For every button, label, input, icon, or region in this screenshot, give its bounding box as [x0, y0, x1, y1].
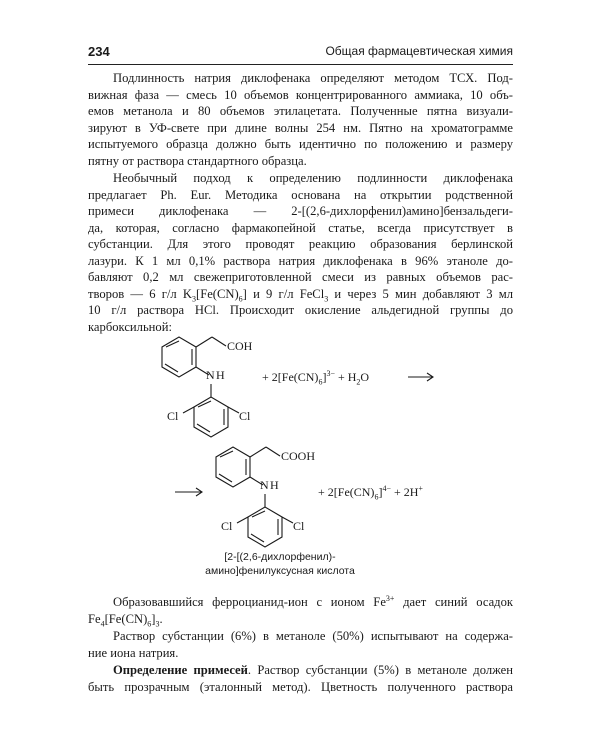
- group-coh: COH: [227, 339, 253, 353]
- text-line: Раствор субстанции (6%) в метаноле (50%) испытывают на содержа-: [113, 629, 513, 643]
- text-line: карбоксильной:: [88, 319, 172, 334]
- text-line: вижная фаза — смесь 10 объемов концентрированного аммиака, 10 объ-: [88, 87, 513, 102]
- paragraph-impurities: [88, 662, 513, 695]
- co-bond-1: [212, 337, 226, 346]
- cl-bond-2l: [237, 517, 248, 523]
- text-line: субстанции. Для этого проводят реакцию образования берлинской: [88, 237, 513, 251]
- atom-h: H: [270, 478, 279, 492]
- text-line: бавляют 0,2 мл свежеприготовленной смеси из равных объемов рас-: [88, 270, 513, 284]
- benzene-ring-1b: [194, 397, 228, 437]
- atom-cl-right: Cl: [293, 519, 305, 533]
- benzene-ring-2b: [248, 507, 282, 547]
- atom-cl-left: Cl: [221, 519, 233, 533]
- text-line: примеси диклофенака — 2-[(2,6-дихлорфенил)амино]бензальдеги-: [88, 204, 513, 218]
- paragraph-prussian-blue: [88, 594, 513, 627]
- text-line: 10 г/л раствора HCl. Происходит окисление альдегидной группы до: [88, 303, 513, 317]
- atom-cl-right: Cl: [239, 409, 251, 423]
- text-line: да, которая, согласно фармакопейной статье, всегда присутствует в: [88, 220, 513, 235]
- group-cooh: COOH: [281, 449, 316, 463]
- text-line: испытуемого образца должно быть идентично по положению и размеру: [88, 137, 513, 151]
- text-line: предлагает Ph. Eur. Методика основана на открытии родственной: [88, 187, 513, 202]
- ch2-bond-1: [196, 337, 212, 347]
- ch2-bond-2: [250, 447, 266, 457]
- text-line: пятну от раствора стандартного образца.: [88, 153, 307, 168]
- atom-cl-left: Cl: [167, 409, 179, 423]
- text-line-reagents: творов — 6 г/л $K_3[Fe(CN)_6]$ и 9 г/л FeCl$_3$ и через 5 мин добавляют 3 мл: [88, 286, 514, 304]
- atom-h: H: [216, 368, 225, 382]
- text-line: емов метанола и 80 объемов этилацетата. Полученные пятна визуали-: [88, 104, 513, 118]
- text-line: зируют в УФ-свете при длине волны 254 нм. Пятно на хроматограмме: [88, 120, 513, 135]
- text-line: Определение примесей. Раствор субстанции (5%) в метаноле должен: [113, 663, 513, 677]
- atom-n: N: [260, 478, 269, 492]
- co-bond-2: [266, 447, 280, 456]
- product-ferrocyanide: + $2[Fe(CN)_6]^{4-} + 2H^+$: [318, 484, 423, 502]
- caption-line: амино]фенилуксусная кислота: [205, 565, 355, 577]
- text-line: Необычный подход к определению подлинности диклофенака: [113, 171, 513, 185]
- caption-line: [2-[(2,6-дихлорфенил)-: [224, 551, 336, 563]
- text-line: Образовавшийся ферроцианид-ион с ионом $Fe^{3+}$ дает синий осадок: [113, 593, 513, 609]
- benzene-ring-2a: [216, 447, 250, 487]
- text-line: Подлинность натрия диклофенака определяют методом ТСХ. Под-: [113, 71, 513, 85]
- running-title: Общая фармацевтическая химия: [325, 44, 513, 58]
- section-heading: Определение примесей: [113, 663, 248, 677]
- text-line: ние иона натрия.: [88, 645, 179, 660]
- page-number: 234: [88, 44, 110, 59]
- atom-n: N: [206, 368, 215, 382]
- text-line: быть прозрачным (эталонный метод). Цветность полученного раствора: [88, 679, 513, 694]
- cl-bond-1l: [183, 407, 194, 413]
- text-line: $Fe_4[Fe(CN)_6]_3$.: [88, 611, 163, 629]
- benzene-ring-1a: [162, 337, 196, 377]
- paragraph-sodium: [88, 628, 513, 661]
- text-line: лазури. К 1 мл 0,1% раствора натрия диклофенака в 96% этаноле до-: [88, 253, 513, 268]
- reagent-ferricyanide: + $2[Fe(CN)_6]^{3-} + H_2O$: [262, 369, 370, 387]
- compound-caption: [205, 550, 355, 578]
- cl-bond-1r: [228, 407, 239, 413]
- cl-bond-2r: [282, 517, 293, 523]
